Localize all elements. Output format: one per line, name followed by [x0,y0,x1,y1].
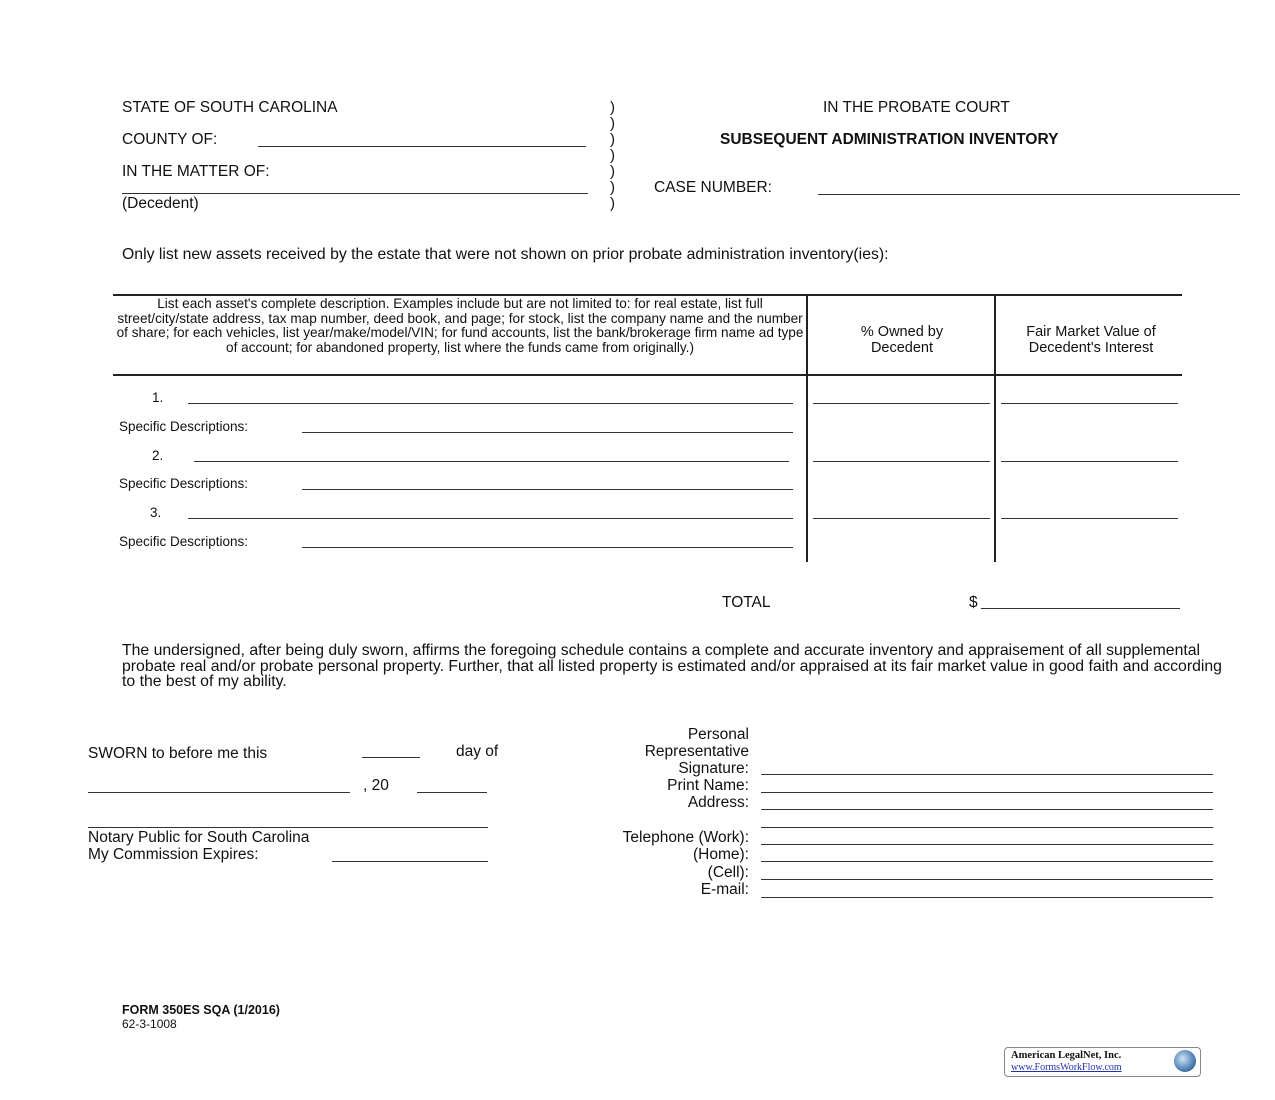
print-name-field[interactable] [761,792,1213,793]
address-label: Address: [687,794,749,811]
year-field[interactable] [417,792,487,793]
value-field[interactable] [1001,403,1178,404]
sworn-label: SWORN to before me this [88,745,268,762]
row-number: 3. [150,505,162,520]
telephone-home-label: (Home): [693,846,749,863]
form-title: SUBSEQUENT ADMINISTRATION INVENTORY [720,131,1059,148]
table-col-divider [994,294,996,562]
logo-company: American LegalNet, Inc. [1011,1050,1122,1061]
commission-field[interactable] [332,861,488,862]
case-number-field[interactable] [818,194,1240,195]
county-field[interactable] [258,146,586,147]
day-field[interactable] [362,757,420,758]
form-number: FORM 350ES SQA (1/2016) [122,1003,280,1017]
caption-paren: ) [610,99,615,116]
specific-field[interactable] [302,489,793,490]
personal-label: Personal [687,726,749,743]
email-label: E-mail: [700,881,749,898]
caption-paren: ) [610,147,615,164]
caption-paren: ) [610,163,615,180]
total-field[interactable] [981,608,1180,609]
signature-label: Signature: [678,760,749,777]
telephone-work-field[interactable] [761,844,1213,845]
asset-field[interactable] [188,518,793,519]
caption-paren: ) [610,115,615,132]
row-number: 1. [152,390,164,405]
total-currency: $ [969,594,978,611]
month-field[interactable] [88,792,350,793]
specific-field[interactable] [302,432,793,433]
value-field[interactable] [1001,518,1178,519]
signature-field[interactable] [761,774,1213,775]
case-number-label: CASE NUMBER: [654,179,772,196]
value-header: Fair Market Value of Decedent's Interest [1026,324,1156,356]
telephone-cell-field[interactable] [761,879,1213,880]
form-code: 62-3-1008 [122,1017,177,1031]
description-header: List each asset's complete description. Examples include but are not limited to: for real estate, list full street/city/state address, tax map number, deed book, and page; for stock, list the company name and the number of share; for each vehicles, list year/make/model/VIN; for fund accounts, list the bank/brokerage firm name ad type of account; for abandoned property, list where the funds came from originally.) [116,296,804,355]
email-field[interactable] [761,897,1213,898]
matter-label: IN THE MATTER OF: [122,163,270,180]
decedent-label: (Decedent) [122,195,199,212]
state-label: STATE OF SOUTH CAROLINA [122,99,338,116]
value-field[interactable] [1001,461,1178,462]
notary-label: Notary Public for South Carolina [88,829,310,846]
table-header-border [113,374,1182,376]
owned-field[interactable] [813,461,990,462]
caption-paren: ) [610,131,615,148]
logo-url[interactable]: www.FormsWorkFlow.com [1011,1062,1122,1073]
owned-field[interactable] [813,403,990,404]
county-label: COUNTY OF: [122,131,218,148]
specific-label: Specific Descriptions: [119,476,249,491]
notary-signature-field[interactable] [88,827,488,828]
telephone-work-label: Telephone (Work): [622,829,749,846]
day-of-label: day of [456,743,499,760]
court-label: IN THE PROBATE COURT [823,99,1010,116]
address-field-2[interactable] [761,827,1213,828]
owned-header: % Owned by Decedent [860,324,944,356]
commission-label: My Commission Expires: [88,846,259,863]
representative-label: Representative [644,743,749,760]
total-label: TOTAL [722,594,771,611]
globe-icon [1174,1050,1196,1072]
owned-field[interactable] [813,518,990,519]
caption-paren: ) [610,195,615,212]
specific-label: Specific Descriptions: [119,534,249,549]
asset-field[interactable] [188,403,793,404]
instructions: Only list new assets received by the estate that were not shown on prior probate administration inventory(ies): [122,246,889,263]
specific-field[interactable] [302,547,793,548]
affirmation-text: The undersigned, after being duly sworn, affirms the foregoing schedule contains a complete and accurate inventory and appraisement of all supplemental probate real and/or probate personal property. Further, that all listed property is estimated and/or appraised at its fair market value in good faith and according to the best of my ability. [122,642,1222,691]
telephone-cell-label: (Cell): [707,864,749,881]
asset-field[interactable] [194,461,789,462]
address-field[interactable] [761,809,1213,810]
print-name-label: Print Name: [667,777,749,794]
year-prefix: , 20 [363,777,389,794]
decedent-name-field[interactable] [122,193,588,194]
legalnet-logo[interactable] [1004,1047,1201,1077]
specific-label: Specific Descriptions: [119,419,249,434]
row-number: 2. [152,448,164,463]
telephone-home-field[interactable] [761,861,1213,862]
caption-paren: ) [610,179,615,196]
